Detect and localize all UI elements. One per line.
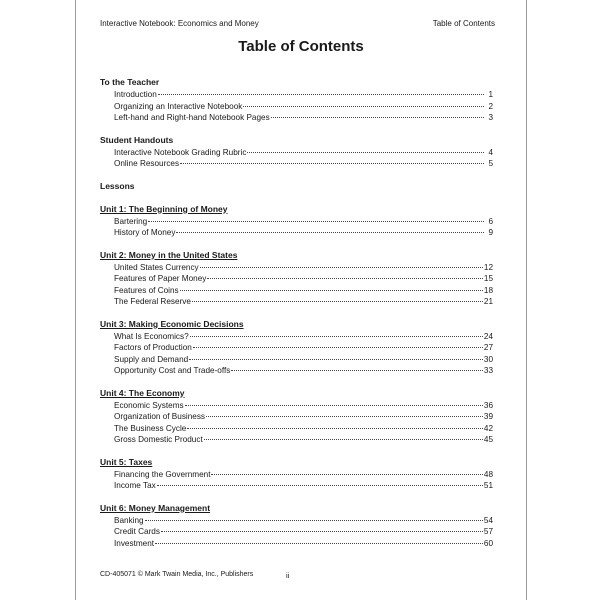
dot-leader — [243, 106, 484, 107]
toc-entry-title: Organizing an Interactive Notebook — [114, 101, 243, 111]
dot-leader — [207, 278, 483, 279]
dot-leader — [185, 405, 483, 406]
toc-entry — [100, 147, 493, 159]
dot-leader — [180, 290, 483, 291]
toc-section-heading: Unit 6: Money Management — [100, 502, 211, 513]
toc-entry-page-number: 24 — [483, 331, 493, 341]
dot-leader — [190, 336, 483, 337]
toc-section — [100, 502, 493, 550]
dot-leader — [157, 485, 483, 486]
dot-leader — [193, 347, 483, 348]
toc-section — [100, 76, 493, 124]
toc-entry — [100, 365, 493, 377]
toc-entry-page-number: 51 — [483, 481, 493, 490]
toc-entry-page-number: 3 — [488, 113, 493, 122]
toc-entry-page-number: 39 — [483, 412, 493, 421]
dot-leader — [206, 416, 483, 417]
footer-publisher: CD-405071 © Mark Twain Media, Inc., Publishers — [100, 571, 254, 578]
toc-entry — [100, 296, 493, 308]
toc-entry-page-number: 4 — [488, 147, 493, 157]
toc-entry-page-number: 48 — [483, 469, 493, 479]
dot-leader — [211, 474, 482, 475]
toc-entry-title: Banking — [114, 515, 144, 525]
toc-section — [100, 203, 493, 239]
toc-entry-title: Credit Cards — [114, 527, 160, 536]
toc-entry — [100, 354, 493, 366]
toc-entry-title: Financing the Government — [114, 469, 211, 479]
toc-entry-title: Features of Paper Money — [114, 274, 207, 283]
toc-section-heading: Unit 3: Making Economic Decisions — [100, 318, 244, 329]
toc-entry-title: Income Tax — [114, 481, 156, 490]
toc-entry — [100, 89, 493, 101]
header-section-title: Table of Contents — [432, 19, 495, 28]
toc-section-heading: Unit 4: The Economy — [100, 387, 185, 398]
toc-entry — [100, 273, 493, 285]
toc-entry-title: The Business Cycle — [114, 423, 187, 433]
toc-entry-title: Factors of Production — [114, 343, 192, 352]
footer-page-number: ii — [286, 571, 290, 580]
dot-leader — [158, 94, 484, 95]
toc-entry — [100, 262, 493, 274]
toc-entry-page-number: 5 — [488, 159, 493, 168]
toc-section-heading: Lessons — [100, 180, 135, 191]
toc-entry — [100, 227, 493, 239]
toc-entry — [100, 423, 493, 435]
toc-entry — [100, 101, 493, 113]
toc-entry-page-number: 2 — [488, 101, 493, 111]
toc-entry — [100, 434, 493, 446]
toc-entry — [100, 342, 493, 354]
dot-leader — [204, 439, 483, 440]
dot-leader — [231, 370, 483, 371]
toc-entry-title: Economic Systems — [114, 400, 184, 410]
toc-entry-page-number: 36 — [483, 400, 493, 410]
toc-entry-title: Interactive Notebook Grading Rubric — [114, 147, 247, 157]
toc-entry — [100, 400, 493, 412]
toc-section — [100, 134, 493, 170]
dot-leader — [247, 152, 484, 153]
toc-entry-page-number: 9 — [488, 228, 493, 237]
dot-leader — [189, 359, 483, 360]
toc-entry-title: United States Currency — [114, 262, 199, 272]
toc-entry-page-number: 12 — [483, 262, 493, 272]
toc-entry-page-number: 57 — [483, 527, 493, 536]
toc-entry-page-number: 45 — [483, 435, 493, 444]
toc-entry-page-number: 54 — [483, 515, 493, 525]
dot-leader — [148, 221, 484, 222]
toc-entry — [100, 515, 493, 527]
toc-section — [100, 387, 493, 446]
toc-entry-page-number: 27 — [483, 343, 493, 352]
running-header — [100, 19, 495, 28]
toc-entry-title: Opportunity Cost and Trade-offs — [114, 366, 231, 375]
toc-entry — [100, 331, 493, 343]
page-title: Table of Contents — [238, 38, 364, 55]
toc-entry-title: Introduction — [114, 90, 157, 99]
toc-entry — [100, 285, 493, 297]
toc-entry-title: The Federal Reserve — [114, 297, 191, 306]
toc-section — [100, 249, 493, 308]
dot-leader — [155, 543, 483, 544]
toc-entry-page-number: 60 — [483, 538, 493, 548]
toc-entry — [100, 216, 493, 228]
toc-entry-page-number: 6 — [488, 216, 493, 226]
toc-entry-title: History of Money — [114, 228, 176, 237]
toc-entry-page-number: 21 — [483, 297, 493, 306]
toc-section-heading: To the Teacher — [100, 77, 160, 87]
toc-entry-title: Bartering — [114, 216, 148, 226]
dot-leader — [180, 163, 484, 164]
toc-entry-page-number: 33 — [483, 366, 493, 375]
toc-entry — [100, 526, 493, 538]
toc-entry-title: Left-hand and Right-hand Notebook Pages — [114, 113, 270, 122]
toc-section-heading: Unit 2: Money in the United States — [100, 249, 238, 260]
dot-leader — [145, 520, 483, 521]
toc-section — [100, 180, 493, 193]
toc-entry — [100, 411, 493, 423]
toc-entry-title: Online Resources — [114, 159, 180, 168]
header-book-title: Interactive Notebook: Economics and Money — [100, 19, 259, 28]
toc-section — [100, 456, 493, 492]
toc-entry-title: Supply and Demand — [114, 354, 189, 364]
toc-entry-page-number: 30 — [483, 354, 493, 364]
dot-leader — [200, 267, 483, 268]
dot-leader — [187, 428, 483, 429]
toc-entry-title: Investment — [114, 538, 155, 548]
toc-section-heading: Student Handouts — [100, 134, 174, 145]
dot-leader — [192, 301, 483, 302]
toc-entry-title: Organization of Business — [114, 412, 206, 421]
toc-entry — [100, 158, 493, 170]
toc-entry — [100, 469, 493, 481]
toc-section-heading: Unit 1: The Beginning of Money — [100, 203, 228, 214]
toc-entry-page-number: 15 — [483, 274, 493, 283]
toc-section — [100, 318, 493, 377]
toc-entry — [100, 480, 493, 492]
dot-leader — [176, 232, 484, 233]
toc-entry — [100, 112, 493, 124]
toc-entry-title: What Is Economics? — [114, 331, 189, 341]
toc-section-heading: Unit 5: Taxes — [100, 456, 153, 467]
toc-entry-page-number: 42 — [483, 423, 493, 433]
toc-entry-page-number: 1 — [488, 90, 493, 99]
toc-entry-page-number: 18 — [483, 285, 493, 295]
dot-leader — [161, 531, 483, 532]
dot-leader — [271, 117, 484, 118]
toc-entry — [100, 538, 493, 550]
table-of-contents — [100, 76, 493, 559]
toc-entry-title: Features of Coins — [114, 285, 179, 295]
toc-entry-title: Gross Domestic Product — [114, 435, 203, 444]
